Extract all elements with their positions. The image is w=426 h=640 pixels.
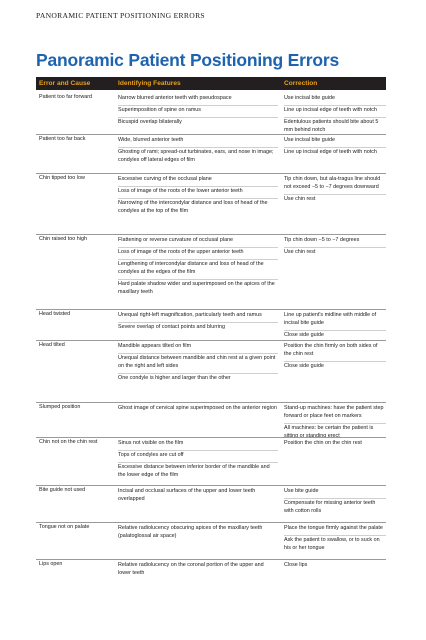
correction-item: Use incisal bite guide bbox=[284, 94, 386, 106]
feature-item: One condyle is higher and larger than the other bbox=[118, 374, 231, 381]
correction-cell bbox=[282, 439, 386, 482]
row-divider bbox=[36, 559, 386, 560]
identifying-features-cell bbox=[116, 175, 282, 218]
positioning-errors-table bbox=[36, 77, 386, 576]
correction-item: Use chin rest bbox=[284, 195, 316, 202]
correction-cell bbox=[282, 175, 386, 218]
table-row bbox=[36, 311, 386, 342]
correction-item: Line up incisal edge of teeth with notch bbox=[284, 148, 377, 155]
feature-item: Incisal and occlusal surfaces of the upper and lower teeth overlapped bbox=[118, 488, 256, 502]
error-cause-cell: Patient too far forward bbox=[39, 94, 93, 100]
correction-item: Position the chin firmly on both sides of the chin rest bbox=[284, 342, 386, 362]
row-divider bbox=[36, 402, 386, 403]
feature-item: Unequal distance between mandible and chin rest at a given point on the right and left sides bbox=[118, 354, 278, 374]
correction-cell bbox=[282, 524, 386, 555]
row-divider bbox=[36, 309, 386, 310]
correction-item: All machines: be certain the patient is sitting or standing erect bbox=[284, 424, 374, 439]
identifying-features-cell bbox=[116, 342, 282, 385]
row-divider bbox=[36, 437, 386, 438]
feature-item: Bicuspid overlap bilaterally bbox=[118, 118, 182, 125]
correction-item: Place the tongue firmly against the palate bbox=[284, 524, 386, 536]
table-row bbox=[36, 524, 386, 555]
error-cause-cell: Slumped position bbox=[39, 404, 81, 410]
identifying-features-cell bbox=[116, 487, 282, 518]
error-cause-cell: Tongue not on palate bbox=[39, 524, 90, 530]
correction-cell bbox=[282, 487, 386, 518]
row-divider bbox=[36, 134, 386, 135]
feature-item: Severe overlap of contact points and blurring bbox=[118, 323, 225, 330]
identifying-features-cell bbox=[116, 311, 282, 342]
correction-item: Line up patient's midline with middle of incisal bite guide bbox=[284, 311, 386, 331]
error-cause-cell: Lips open bbox=[39, 561, 63, 567]
feature-item: Relative radiolucency obscuring apices of the maxillary teeth (palatoglossal air space) bbox=[118, 525, 263, 539]
correction-item: Line up incisal edge of teeth with notch bbox=[284, 106, 386, 118]
table-row bbox=[36, 342, 386, 385]
feature-item: Tops of condyles are cut off bbox=[118, 451, 278, 463]
correction-cell bbox=[282, 311, 386, 342]
page-title: Panoramic Patient Positioning Errors bbox=[36, 50, 340, 70]
error-cause-cell: Patient too far back bbox=[39, 136, 86, 142]
error-cause-cell: Chin raised too high bbox=[39, 236, 87, 242]
correction-item: Compensate for missing anterior teeth with cotton rolls bbox=[284, 499, 376, 514]
feature-item: Loss of image of the roots of the upper anterior teeth bbox=[118, 248, 278, 260]
feature-item: Ghost image of cervical spine superimposed on the anterior region bbox=[118, 405, 277, 411]
column-header-correction: Correction bbox=[284, 80, 318, 87]
table-row bbox=[36, 94, 386, 137]
column-header-features: Identifying Features bbox=[118, 80, 181, 87]
table-row bbox=[36, 439, 386, 482]
feature-item: Superimposition of spine on ramus bbox=[118, 106, 278, 118]
row-divider bbox=[36, 173, 386, 174]
correction-cell bbox=[282, 136, 386, 167]
error-cause-cell: Chin not on the chin rest bbox=[39, 439, 98, 445]
row-divider bbox=[36, 485, 386, 486]
error-cause-cell: Head twisted bbox=[39, 311, 71, 317]
row-divider bbox=[36, 522, 386, 523]
running-head: PANORAMIC PATIENT POSITIONING ERRORS bbox=[36, 11, 205, 20]
feature-item: Excessive curving of the occlusal plane bbox=[118, 175, 278, 187]
feature-item: Unequal right-left magnification, particularly teeth and ramus bbox=[118, 311, 278, 323]
table-row bbox=[36, 175, 386, 218]
table-row bbox=[36, 561, 386, 580]
correction-cell bbox=[282, 94, 386, 137]
table-row bbox=[36, 136, 386, 167]
table-row bbox=[36, 487, 386, 518]
correction-item: Edentulous patients should bite about 5 mm behind notch bbox=[284, 118, 379, 133]
correction-cell bbox=[282, 342, 386, 385]
correction-item: Close side guide bbox=[284, 362, 324, 369]
feature-item: Flattening or reverse curvature of occlusal plane bbox=[118, 236, 278, 248]
correction-item: Use bite guide bbox=[284, 487, 386, 499]
identifying-features-cell bbox=[116, 561, 282, 580]
row-divider bbox=[36, 234, 386, 235]
feature-item: Mandible appears tilted on film bbox=[118, 342, 278, 354]
identifying-features-cell bbox=[116, 524, 282, 555]
feature-item: Hard palate shadow wider and superimposed on the apices of the maxillary teeth bbox=[118, 280, 275, 295]
feature-item: Lengthening of intercondylar distance and loss of head of the condyles at the edges of the film bbox=[118, 260, 278, 280]
identifying-features-cell bbox=[116, 136, 282, 167]
feature-item: Loss of image of the roots of the lower anterior teeth bbox=[118, 187, 278, 199]
feature-item: Relative radiolucency on the coronal portion of the upper and lower teeth bbox=[118, 562, 264, 576]
feature-item: Sinus not visible on the film bbox=[118, 439, 278, 451]
correction-item: Use chin rest bbox=[284, 248, 316, 255]
error-cause-cell: Bite guide not used bbox=[39, 487, 86, 493]
correction-item: Tip chin down −5 to −7 degrees bbox=[284, 236, 386, 248]
table-row bbox=[36, 236, 386, 298]
table-header bbox=[36, 77, 386, 90]
correction-item: Use incisal bite guide bbox=[284, 136, 386, 148]
correction-item: Close lips bbox=[284, 562, 308, 568]
correction-item: Tip chin down, but ala-tragus line should not exceed −5 to −7 degrees downward bbox=[284, 175, 386, 195]
identifying-features-cell bbox=[116, 236, 282, 298]
row-divider bbox=[36, 340, 386, 341]
feature-item: Excessive distance between inferior border of the mandible and the lower edge of the film bbox=[118, 463, 270, 478]
correction-item: Close side guide bbox=[284, 331, 324, 338]
identifying-features-cell bbox=[116, 94, 282, 137]
feature-item: Wide, blurred anterior teeth bbox=[118, 136, 278, 148]
correction-cell bbox=[282, 236, 386, 298]
feature-item: Narrowing of the intercondylar distance and loss of head of the condyles at the top of the film bbox=[118, 199, 268, 214]
feature-item: Narrow blurred anterior teeth with pseudospace bbox=[118, 94, 278, 106]
correction-item: Position the chin on the chin rest bbox=[284, 440, 362, 446]
correction-cell bbox=[282, 561, 386, 580]
feature-item: Ghosting of rami; spread-out turbinates, ears, and nose in image; condyles off lateral edges of film bbox=[118, 148, 274, 163]
error-cause-cell: Chin tipped too low bbox=[39, 175, 85, 181]
error-cause-cell: Head tilted bbox=[39, 342, 65, 348]
correction-item: Ask the patient to swallow, or to suck on his or her tongue bbox=[284, 536, 380, 551]
correction-item: Stand-up machines: have the patient step forward or place feet on markers bbox=[284, 404, 386, 424]
identifying-features-cell bbox=[116, 439, 282, 482]
column-header-error: Error and Cause bbox=[39, 80, 91, 87]
